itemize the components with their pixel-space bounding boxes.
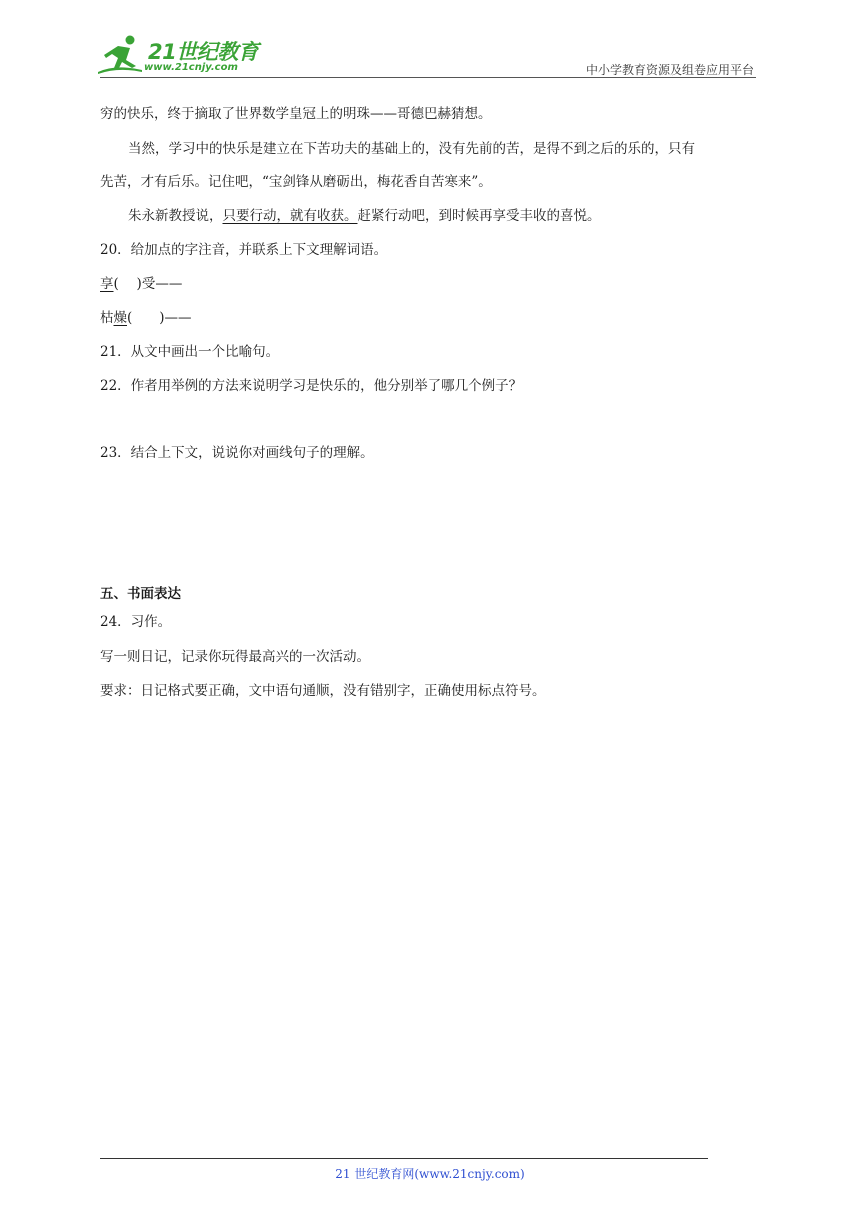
question-23: 23．结合上下文，说说你对画线句子的理解。 <box>100 445 374 461</box>
dotted-char: 燥 <box>113 310 127 326</box>
header-divider <box>100 77 756 78</box>
question-24: 24．习作。 <box>100 614 172 630</box>
runner-icon <box>96 34 148 76</box>
logo-title: 21世纪教育 <box>148 40 259 64</box>
passage-line-4-post: 赶紧行动吧，到时候再享受丰收的喜悦。 <box>357 208 601 224</box>
question-21: 21．从文中画出一个比喻句。 <box>100 344 280 360</box>
passage-line-3: 先苦，才有后乐。记住吧，“宝剑锋从磨砺出，梅花香自苦寒来”。 <box>100 174 492 190</box>
answer-blank: ( )受—— <box>113 276 183 292</box>
passage-line-4-pre: 朱永新教授说， <box>128 208 223 224</box>
answer-blank: ( )—— <box>127 310 192 326</box>
underlined-sentence: 只要行动，就有收获。 <box>222 208 358 224</box>
footer-divider <box>100 1158 708 1159</box>
footer-link[interactable]: 21 世纪教育网(www.21cnjy.com) <box>335 1167 525 1181</box>
question-20-item-b <box>100 308 192 328</box>
question-22: 22．作者用举例的方法来说明学习是快乐的，他分别举了哪几个例子？ <box>100 378 523 394</box>
site-logo <box>96 34 266 76</box>
writing-prompt: 写一则日记，记录你玩得最高兴的一次活动。 <box>100 649 370 665</box>
question-20-item-a <box>100 274 182 294</box>
header-tagline: 中小学教育资源及组卷应用平台 <box>585 63 754 77</box>
dotted-char: 享 <box>100 276 114 292</box>
writing-requirement: 要求：日记格式要正确，文中语句通顺，没有错别字，正确使用标点符号。 <box>100 683 546 699</box>
question-20: 20．给加点的字注音，并联系上下文理解词语。 <box>100 242 388 258</box>
page-header <box>0 0 860 80</box>
passage-line-1: 穷的快乐，终于摘取了世界数学皇冠上的明珠——哥德巴赫猜想。 <box>100 106 492 122</box>
section-5-title: 五、书面表达 <box>100 586 181 602</box>
word-char: 枯 <box>100 310 114 326</box>
logo-url: www.21cnjy.com <box>144 62 238 73</box>
passage-line-4 <box>128 206 601 226</box>
passage-line-2: 当然，学习中的快乐是建立在下苦功夫的基础上的，没有先前的苦，是得不到之后的乐的，只有 <box>128 141 695 157</box>
